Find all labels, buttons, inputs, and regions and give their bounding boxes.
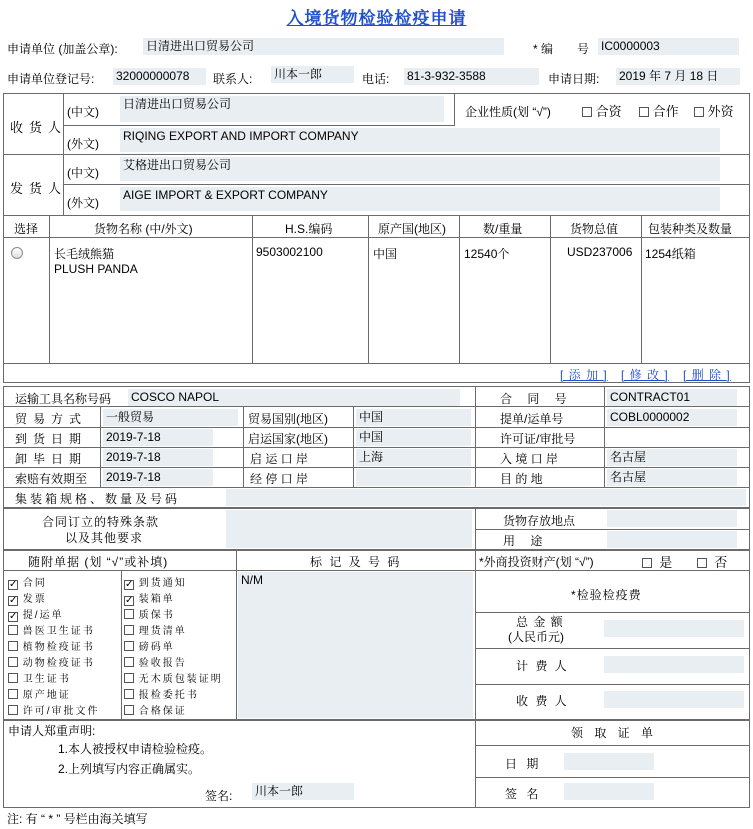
checked-checkbox-icon: ✓ [9, 579, 20, 590]
doc-checkbox-item[interactable] [124, 638, 175, 653]
doc-checkbox-label: 验收报告 [138, 658, 187, 669]
license-label: 许可证/审批号 [500, 432, 576, 446]
claim-label: 索赔有效期至 [15, 472, 88, 486]
vehicle-label: 运输工具名称号码 [15, 392, 112, 406]
calculator-field[interactable] [604, 656, 744, 673]
receipt-date-field[interactable] [564, 753, 654, 770]
trade-mode-field[interactable]: 一般贸易 [103, 409, 238, 426]
reg-no-label: 申请单位登记号: [7, 72, 95, 86]
contract-field[interactable]: CONTRACT01 [607, 389, 737, 406]
checkbox-icon [8, 657, 18, 667]
doc-checkbox-label: 许可/审批文件 [22, 706, 100, 717]
declaration-title: 申请人郑重声明: [8, 724, 96, 738]
contact-label: 联系人: [213, 72, 253, 86]
col-origin: 原产国(地区) [378, 222, 446, 236]
special-terms-label: 合同订立的特殊条款 [42, 515, 160, 529]
unload-field[interactable]: 2019-7-18 [103, 449, 213, 466]
applicant-sign-label: 签名: [205, 789, 233, 803]
checkbox-icon [8, 689, 18, 699]
doc-checkbox-label: 报检委托书 [138, 690, 199, 701]
unload-label: 卸毕日期 [15, 452, 88, 466]
checkbox-icon [124, 705, 134, 715]
col-packing: 包装种类及数量 [648, 222, 733, 236]
add-button[interactable]: [ 添 加 ] [560, 368, 608, 382]
investment-label: *外商投资财产(划 “√”) [479, 555, 594, 569]
col-total-value: 货物总值 [570, 222, 619, 236]
checkbox-icon [8, 625, 18, 635]
number-field[interactable]: IC0000003 [598, 38, 739, 55]
checkbox-icon [124, 641, 134, 651]
arrival-field[interactable]: 2019-7-18 [103, 429, 213, 446]
ship-port-field[interactable]: 上海 [356, 449, 471, 466]
storage-label: 货物存放地点 [503, 514, 576, 528]
doc-checkbox-label: 装箱单 [138, 594, 175, 605]
doc-checkbox-item[interactable] [124, 702, 187, 717]
doc-checkbox-label: 原产地证 [22, 690, 71, 701]
applicant-unit-label: 申请单位 (加盖公章): [7, 42, 118, 56]
doc-checkbox-item[interactable] [8, 638, 95, 653]
doc-checkbox-label: 卫生证书 [22, 674, 71, 685]
doc-checkbox-label: 发票 [22, 594, 47, 605]
entry-port-field[interactable]: 名古屋 [607, 449, 737, 466]
number-label: * 编 号 [533, 42, 590, 56]
declaration-line-2: 2.上列填写内容正确属实。 [58, 762, 201, 776]
enterprise-option-cooperation[interactable]: 合作 [639, 101, 679, 120]
ship-country-label: 启运国家(地区) [248, 432, 328, 446]
via-port-label: 经 停 口 岸 [250, 472, 309, 486]
doc-checkbox-label: 理货清单 [138, 626, 187, 637]
enterprise-option-foreign[interactable]: 外资 [694, 101, 734, 120]
purpose-label: 用 途 [503, 534, 549, 548]
doc-checkbox-item[interactable] [8, 686, 71, 701]
receipt-date-label: 日 期 [505, 757, 542, 771]
goods-name-cn: 长毛绒熊猫 [54, 247, 115, 261]
checkbox-icon [639, 107, 649, 117]
consignor-en-label: (外文) [67, 196, 99, 210]
checkbox-icon [8, 641, 18, 651]
doc-checkbox-item[interactable] [8, 606, 64, 622]
phone-field[interactable]: 81-3-932-3588 [404, 68, 539, 85]
goods-origin: 中国 [373, 247, 398, 261]
doc-checkbox-item[interactable] [8, 590, 47, 606]
receipt-sign-label: 签 名 [505, 787, 542, 801]
container-label: 集装箱规格、数量及号码 [15, 492, 181, 506]
checked-checkbox-icon: ✓ [125, 579, 136, 590]
footnote: 注: 有 “ * ” 号栏由海关填写 [7, 812, 148, 826]
total-amount-unit-label: (人民币元) [508, 630, 564, 644]
license-field[interactable] [607, 429, 737, 446]
goods-hs-code: 9503002100 [256, 245, 323, 259]
checkbox-icon [8, 705, 18, 715]
doc-checkbox-item[interactable] [124, 622, 187, 637]
doc-checkbox-label: 提/运单 [22, 610, 64, 621]
receipt-sign-field[interactable] [564, 783, 654, 800]
col-select: 选择 [14, 222, 39, 236]
doc-checkbox-item[interactable] [8, 702, 100, 717]
applicant-sign-field[interactable]: 川本一郎 [252, 783, 354, 800]
storage-field[interactable] [607, 510, 737, 527]
consignee-en-label: (外文) [67, 137, 99, 151]
dest-label: 目 的 地 [500, 472, 543, 486]
total-amount-field[interactable] [604, 620, 744, 637]
purpose-field[interactable] [607, 531, 737, 548]
investment-no[interactable]: 否 [697, 552, 727, 571]
entry-port-label: 入 境 口 岸 [500, 452, 559, 466]
consignee-label: 收货人 [10, 120, 68, 135]
page-title: 入境货物检验检疫申请 [286, 9, 467, 28]
checkbox-icon [694, 107, 704, 117]
doc-checkbox-label: 动物检疫证书 [22, 658, 95, 669]
enterprise-option-joint-venture[interactable]: 合资 [582, 101, 622, 120]
contract-label: 合 同 号 [500, 392, 573, 406]
applicant-unit-field[interactable]: 日清进出口贸易公司 [143, 38, 504, 55]
special-terms-label-2: 以及其他要求 [65, 531, 144, 545]
ship-country-field[interactable]: 中国 [356, 429, 471, 446]
doc-checkbox-item[interactable] [124, 574, 187, 590]
doc-checkbox-label: 兽医卫生证书 [22, 626, 95, 637]
doc-checkbox-item[interactable] [8, 654, 95, 669]
collector-field[interactable] [604, 691, 744, 708]
consignee-cn-field[interactable]: 日清进出口贸易公司 [120, 96, 444, 122]
dest-field[interactable]: 名古屋 [607, 469, 737, 486]
row-select-radio[interactable] [11, 247, 23, 259]
special-terms-field[interactable] [226, 510, 472, 548]
calculator-label: 计 费 人 [516, 659, 569, 673]
checkbox-icon [124, 609, 134, 619]
trade-country-field[interactable]: 中国 [356, 409, 471, 426]
reg-no-field[interactable]: 32000000078 [113, 68, 206, 85]
bl-label: 提单/运单号 [500, 412, 564, 426]
checkbox-icon [642, 558, 652, 568]
vehicle-field[interactable]: COSCO NAPOL [128, 389, 460, 406]
ship-port-label: 启 运 口 岸 [250, 452, 309, 466]
consignee-cn-label: (中文) [67, 105, 99, 119]
doc-checkbox-item[interactable] [8, 670, 71, 685]
doc-checkbox-item[interactable] [8, 622, 95, 637]
claim-field[interactable]: 2019-7-18 [103, 469, 213, 486]
doc-checkbox-label: 磅码单 [138, 642, 175, 653]
checkbox-icon [582, 107, 592, 117]
arrival-label: 到货日期 [15, 432, 88, 446]
container-field[interactable] [226, 489, 746, 506]
docs-label: 随附单据 (划 “√”或补填) [28, 555, 169, 569]
col-hs-code: H.S.编码 [285, 222, 333, 236]
investment-yes[interactable]: 是 [642, 552, 672, 571]
consignor-cn-field[interactable]: 艾格进出口贸易公司 [120, 157, 720, 181]
doc-checkbox-label: 植物检疫证书 [22, 642, 95, 653]
doc-checkbox-item[interactable] [8, 574, 47, 590]
marks-label: 标 记 及 号 码 [310, 555, 402, 569]
checked-checkbox-icon: ✓ [9, 611, 20, 622]
goods-packing: 1254纸箱 [645, 247, 696, 261]
trade-mode-label: 贸易方式 [15, 412, 88, 426]
via-port-field[interactable] [356, 469, 471, 486]
delete-button[interactable]: [ 删 除 ] [683, 368, 731, 382]
declaration-line-1: 1.本人被授权申请检验检疫。 [58, 742, 213, 756]
doc-checkbox-item[interactable] [124, 686, 199, 701]
doc-checkbox-item[interactable] [124, 670, 223, 685]
doc-checkbox-item[interactable] [124, 654, 187, 669]
date-field[interactable]: 2019 年 7 月 18 日 [616, 68, 740, 85]
receipt-title: 领 取 证 单 [571, 726, 658, 740]
marks-field[interactable]: N/M [238, 572, 473, 718]
checkbox-icon [8, 673, 18, 683]
checkbox-icon [124, 673, 134, 683]
consignee-en-field[interactable]: RIQING EXPORT AND IMPORT COMPANY [120, 128, 720, 152]
consignor-en-field[interactable]: AIGE IMPORT & EXPORT COMPANY [120, 187, 720, 211]
doc-checkbox-label: 无木质包装证明 [138, 674, 223, 685]
total-amount-label: 总 金 额 [516, 615, 564, 629]
doc-checkbox-label: 合同 [22, 578, 47, 589]
doc-checkbox-item[interactable] [124, 606, 175, 621]
doc-checkbox-label: 合格保证 [138, 706, 187, 717]
checkbox-icon [124, 689, 134, 699]
consignor-cn-label: (中文) [67, 166, 99, 180]
edit-button[interactable]: [ 修 改 ] [621, 368, 669, 382]
col-goods-name: 货物名称 (中/外文) [94, 222, 193, 236]
consignor-label: 发货人 [10, 181, 68, 196]
inspection-fee-title: *检验检疫费 [571, 588, 642, 602]
trade-country-label: 贸易国别(地区) [248, 412, 328, 426]
checked-checkbox-icon: ✓ [125, 595, 136, 606]
goods-name-en: PLUSH PANDA [54, 262, 138, 276]
doc-checkbox-label: 质保书 [138, 610, 175, 621]
checked-checkbox-icon: ✓ [9, 595, 20, 606]
doc-checkbox-item[interactable] [124, 590, 175, 606]
checkbox-icon [697, 558, 707, 568]
collector-label: 收 费 人 [516, 694, 569, 708]
bl-field[interactable]: COBL0000002 [607, 409, 737, 426]
date-label: 申请日期: [548, 72, 600, 86]
checkbox-icon [124, 657, 134, 667]
goods-quantity: 12540个 [464, 247, 510, 261]
col-quantity: 数/重量 [483, 222, 523, 236]
enterprise-nature-label: 企业性质(划 “√”) [465, 105, 551, 119]
checkbox-icon [124, 625, 134, 635]
phone-label: 电话: [362, 72, 390, 86]
goods-value: USD237006 [567, 245, 633, 259]
contact-field[interactable]: 川本一郎 [271, 66, 354, 83]
doc-checkbox-label: 到货通知 [138, 578, 187, 589]
